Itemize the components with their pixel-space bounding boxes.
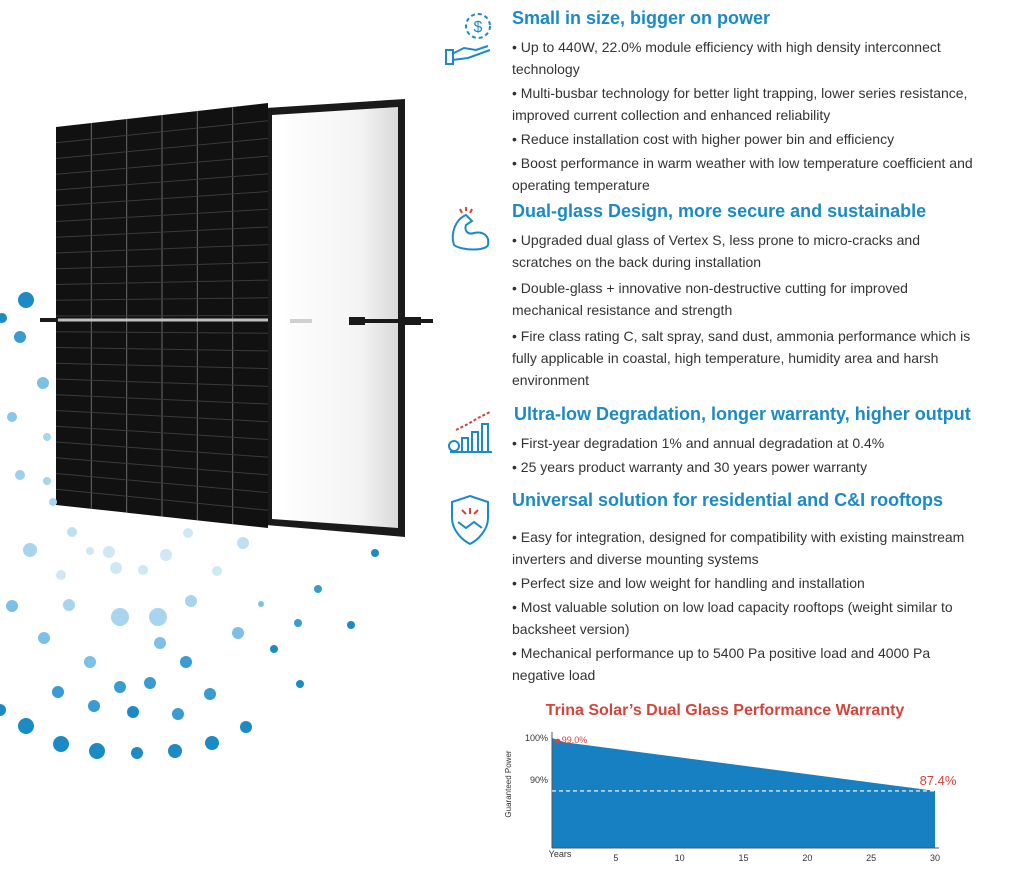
strong-arm-icon	[440, 201, 500, 261]
y-axis-label: Guaranteed Power	[504, 750, 513, 818]
decorative-dot	[294, 619, 302, 627]
decorative-dot	[14, 331, 26, 343]
decorative-dot	[0, 704, 6, 716]
x-tick-label: 25	[866, 853, 877, 863]
bullet: • Boost performance in warm weather with low temperature coefficient and operating temperature	[512, 155, 973, 193]
decorative-dot	[88, 700, 100, 712]
decorative-dot	[296, 680, 304, 688]
bullet: • Mechanical performance up to 5400 Pa positive load and 4000 Pa negative load	[512, 645, 931, 683]
section-title: Universal solution for residential and C&I rooftops	[512, 490, 944, 510]
feature-section-dual-glass	[440, 201, 1000, 396]
decorative-dot	[43, 477, 51, 485]
decorative-dot	[232, 627, 244, 639]
warranty-area	[552, 738, 935, 848]
decorative-dot	[86, 547, 94, 555]
decorative-dot	[240, 721, 252, 733]
chart-title: Trina Solar’s Dual Glass Performance Warranty	[545, 702, 905, 719]
decorative-dot	[160, 549, 172, 561]
bullet-list	[512, 526, 982, 688]
panel-front	[40, 103, 268, 528]
bullet-list	[512, 36, 982, 198]
handshake-shield-icon	[440, 490, 500, 550]
decorative-dot	[7, 412, 17, 422]
decorative-dot	[23, 543, 37, 557]
decorative-dot	[237, 537, 249, 549]
decorative-dot	[172, 708, 184, 720]
solar-panel-illustration	[0, 0, 500, 869]
decorative-dot	[258, 601, 264, 607]
decorative-dot	[138, 565, 148, 575]
warranty-chart	[495, 698, 975, 869]
annotation-label-end: 87.4%	[919, 772, 957, 788]
decorative-dot	[149, 608, 167, 626]
decorative-dot	[103, 546, 115, 558]
decorative-dot	[144, 677, 156, 689]
decorative-dot	[49, 498, 57, 506]
x-tick-label: 15	[738, 853, 749, 863]
bullet: • Easy for integration, designed for compatibility with existing mainstream inverters and diverse mounting systems	[512, 529, 965, 567]
y-tick-label: 90%	[529, 775, 548, 785]
decorative-dot	[212, 566, 222, 576]
bullet: • 25 years product warranty and 30 years power warranty	[512, 459, 868, 475]
decorative-dot	[38, 632, 50, 644]
decorative-dot	[52, 686, 64, 698]
bullet: • Double-glass + innovative non-destructive cutting for improved mechanical resistance and strength	[512, 280, 908, 318]
dollar-hand-icon	[440, 8, 500, 68]
decorative-dot	[37, 377, 49, 389]
decorative-dot	[18, 718, 34, 734]
decorative-dot	[131, 747, 143, 759]
decorative-dot	[371, 549, 379, 557]
warranty-chart-svg	[495, 698, 975, 869]
panel-back	[266, 99, 433, 537]
feature-section-rooftops	[440, 490, 1000, 685]
bullet-list	[512, 432, 982, 480]
bullet: • Fire class rating C, salt spray, sand dust, ammonia performance which is fully applicable in coastal, high temperature, humidity area and harsh environment	[512, 328, 971, 388]
decorative-dot	[89, 743, 105, 759]
decorative-dot	[43, 433, 51, 441]
bullet: • Most valuable solution on low load capacity rooftops (weight similar to backsheet version)	[512, 599, 953, 637]
section-title: Dual-glass Design, more secure and sustainable	[512, 201, 927, 221]
section-title: Ultra-low Degradation, longer warranty, higher output	[514, 404, 971, 424]
x-tick-label: 5	[613, 853, 619, 863]
bullet: • Reduce installation cost with higher power bin and efficiency	[512, 131, 895, 147]
decorative-dot	[15, 470, 25, 480]
decorative-dot	[154, 637, 166, 649]
feature-section-power	[440, 8, 1000, 193]
decorative-dot	[127, 706, 139, 718]
bullet-list	[512, 229, 982, 393]
decorative-dot	[63, 599, 75, 611]
decorative-dot	[185, 595, 197, 607]
decorative-dot	[205, 736, 219, 750]
decorative-dot	[314, 585, 322, 593]
decorative-dot	[110, 562, 122, 574]
decorative-dot	[180, 656, 192, 668]
bullet: • Perfect size and low weight for handling and installation	[512, 575, 865, 591]
bullet: • Upgraded dual glass of Vertex S, less prone to micro-cracks and scratches on the back during installation	[512, 232, 920, 270]
bullet: • First-year degradation 1% and annual degradation at 0.4%	[512, 435, 885, 451]
x-tick-label: 10	[674, 853, 685, 863]
feature-section-degradation	[440, 404, 1000, 482]
decorative-dot	[18, 292, 34, 308]
annotation-point	[555, 739, 560, 744]
decorative-dot	[111, 608, 129, 626]
decorative-dot	[53, 736, 69, 752]
svg-text:$: $	[473, 19, 483, 36]
decorative-dot	[6, 600, 18, 612]
x-tick-label: 20	[802, 853, 813, 863]
y-tick-label: 100%	[524, 733, 548, 743]
bullet: • Multi-busbar technology for better light trapping, lower series resistance, improved current collection and enhanced reliability	[512, 85, 968, 123]
annotation-label-start: 99.0%	[561, 735, 588, 745]
decorative-dot	[0, 313, 7, 323]
decorative-dot	[67, 527, 77, 537]
x-tick-label: 30	[929, 853, 941, 863]
decorative-dot	[183, 528, 193, 538]
decorative-dot	[168, 744, 182, 758]
bullet: • Up to 440W, 22.0% module efficiency with high density interconnect technology	[512, 39, 941, 77]
decorative-dot	[270, 645, 278, 653]
decorative-dot	[204, 688, 216, 700]
section-title: Small in size, bigger on power	[512, 8, 771, 28]
decorative-dot	[347, 621, 355, 629]
growth-chart-icon	[440, 404, 500, 464]
decorative-dot	[114, 681, 126, 693]
decorative-dot	[84, 656, 96, 668]
decorative-dot	[56, 570, 66, 580]
x-axis-label: Years	[548, 849, 572, 859]
